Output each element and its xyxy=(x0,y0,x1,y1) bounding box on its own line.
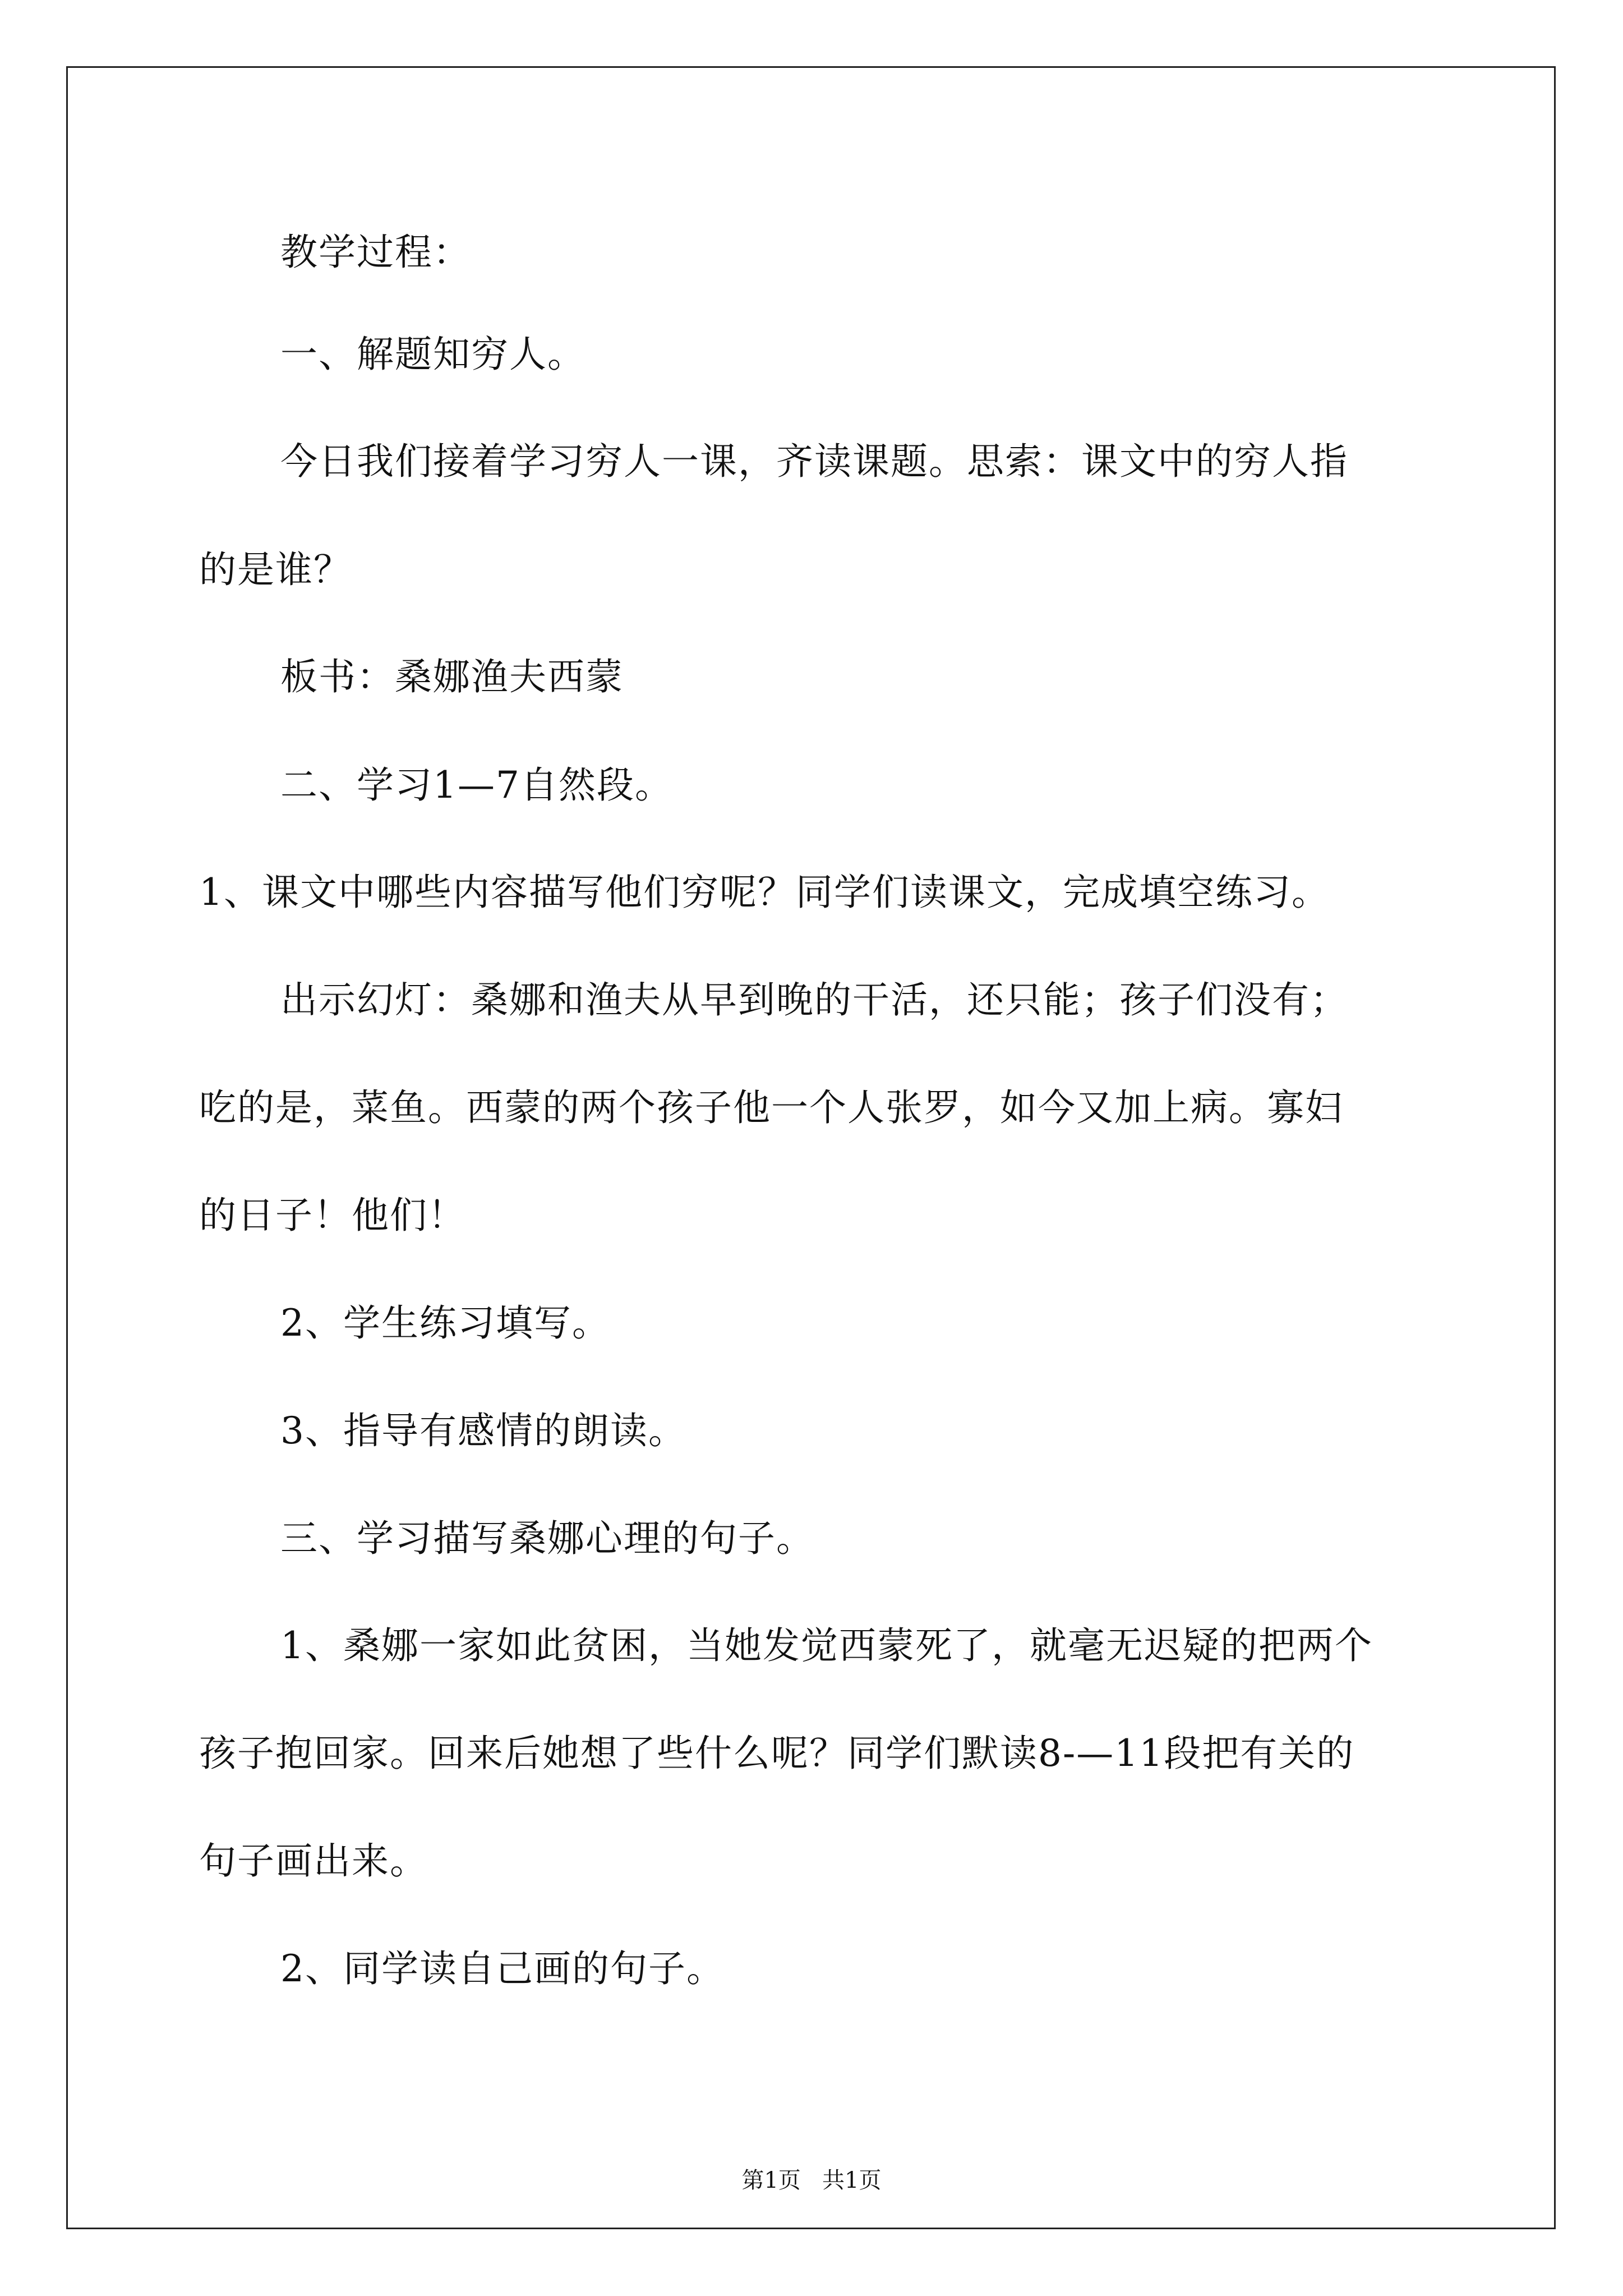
paragraph-line: 一、解题知穷人。 xyxy=(280,333,585,376)
paragraph-line: 吃的是，菜鱼。西蒙的两个孩子他一个人张罗，如今又加上病。寡妇 xyxy=(199,1086,1343,1129)
paragraph-line: 出示幻灯：桑娜和渔夫从早到晚的干活，还只能；孩子们没有； xyxy=(280,978,1348,1022)
paragraph-line: 3、指导有感情的朗读。 xyxy=(280,1409,686,1452)
paragraph-line: 板书：桑娜渔夫西蒙 xyxy=(280,655,624,698)
paragraph-line: 的日子！他们！ xyxy=(199,1194,466,1237)
page-footer: 第1页 共1页 xyxy=(741,2168,882,2193)
paragraph-line: 教学过程： xyxy=(280,231,471,274)
paragraph-line: 二、学习1—7自然段。 xyxy=(280,763,673,807)
page-border xyxy=(66,66,1556,2229)
paragraph-line: 孩子抱回家。回来后她想了些什么呢？同学们默读8-—11段把有关的 xyxy=(199,1732,1355,1775)
paragraph-line: 1、课文中哪些内容描写他们穷呢？同学们读课文，完成填空练习。 xyxy=(199,871,1330,914)
paragraph-line: 的是谁？ xyxy=(199,548,352,591)
paragraph-line: 句子画出来。 xyxy=(199,1839,428,1883)
paragraph-line: 1、桑娜一家如此贫困，当她发觉西蒙死了，就毫无迟疑的把两个 xyxy=(280,1624,1373,1667)
paragraph-line: 2、学生练习填写。 xyxy=(280,1301,610,1345)
paragraph-line: 今日我们接着学习穷人一课，齐读课题。思索：课文中的穷人指 xyxy=(280,440,1348,483)
paragraph-line: 三、学习描写桑娜心理的句子。 xyxy=(280,1517,814,1560)
paragraph-line: 2、同学读自己画的句子。 xyxy=(280,1947,725,1990)
